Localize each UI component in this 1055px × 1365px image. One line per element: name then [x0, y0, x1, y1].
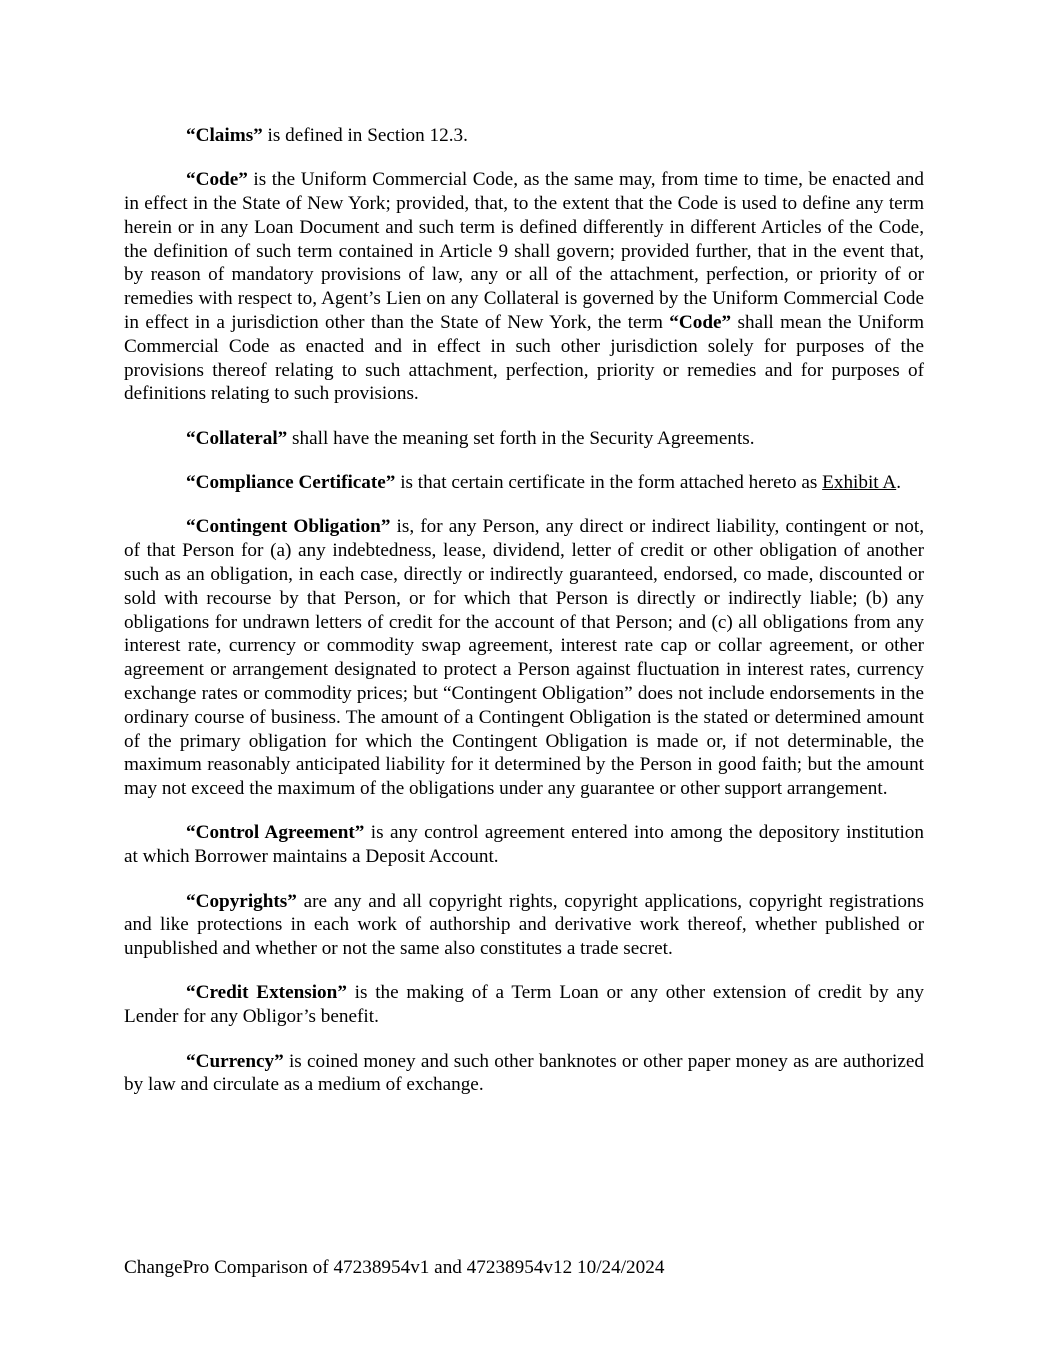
- definition-compliance-certificate: [124, 471, 924, 495]
- definition-text: is defined in Section 12.3.: [262, 125, 468, 146]
- definition-credit-extension: [124, 981, 924, 1029]
- definition-control-agreement: [124, 821, 924, 869]
- defined-term: “Code”: [186, 169, 248, 191]
- definition-text: is that certain certificate in the form attached hereto as: [395, 472, 823, 494]
- definition-text: is coined money and such other banknotes or other paper money as are authorized by law and circulate as a medium of exchange.: [124, 1050, 924, 1096]
- definition-text: is the Uniform Commercial Code, as the same may, from time to time, be enacted and in effect in the State of New York; provided, that, to the extent that the Code is used to define any term herein or in any Loan Document and such term is defined differently in different Articles of the Code, the definition of such term contained in Article 9 shall govern; provided further, that in the event that, by reason of mandatory provisions of law, any or all of the attachment, perfection, or priority of or remedies with respect to, Agent’s Lien on any Collateral is governed by the Uniform Commercial Code in effect in a jurisdiction other than the State of New York, the term: [124, 169, 924, 334]
- definition-collateral: [124, 427, 924, 451]
- defined-term: “Credit Extension”: [186, 982, 347, 1004]
- defined-term: “Compliance Certificate”: [186, 472, 396, 494]
- definition-currency: [124, 1050, 924, 1098]
- definition-text: are any and all copyright rights, copyright applications, copyright registrations and like protections in each work of authorship and derivative work thereof, whether published or unpublished and whether or not the same also constitutes a trade secret.: [124, 890, 924, 960]
- definition-contingent-obligation: [124, 515, 924, 801]
- defined-term: “Currency”: [186, 1050, 284, 1072]
- exhibit-a-reference: Exhibit A: [822, 472, 897, 494]
- defined-term-inline: “Code”: [669, 312, 732, 334]
- definition-text-continued: .: [896, 472, 902, 494]
- definition-copyrights: [124, 890, 924, 961]
- defined-term: “Contingent Obligation”: [186, 516, 391, 538]
- defined-term: “Collateral”: [186, 427, 288, 449]
- page-footer: ChangePro Comparison of 47238954v1 and 47238954v12 10/24/2024: [124, 1257, 665, 1278]
- defined-term: “Claims”: [186, 125, 263, 146]
- document-page: [124, 124, 924, 1118]
- definition-text: is, for any Person, any direct or indirect liability, contingent or not, of that Person for (a) any indebtedness, lease, dividend, letter of credit or other obligation of another such as an obligation, in each case, directly or indirectly guaranteed, endorsed, co made, discounted or sold with recourse by that Person, or for which that Person is directly or indirectly liable; (b) any obligations for undrawn letters of credit for the account of that Person; and (c) all obligations from any interest rate, currency or commodity swap agreement, interest rate cap or collar agreement, or other agreement or arrangement designated to protect a Person against fluctuation in interest rates, currency exchange rates or commodity prices; but “Contingent Obligation” does not include endorsements in the ordinary course of business. The amount of a Contingent Obligation is the stated or determined amount of the primary obligation for which the Contingent Obligation is made or, if not determinable, the maximum reasonably anticipated liability for it determined by the Person in good faith; but the amount may not exceed the maximum of the obligations under any guarantee or other support arrangement.: [124, 516, 924, 800]
- definition-code: [124, 168, 924, 406]
- definition-text: is any control agreement entered into among the depository institution at which Borrower maintains a Deposit Account.: [124, 822, 924, 868]
- defined-term: “Control Agreement”: [186, 822, 365, 844]
- definition-text: is the making of a Term Loan or any other extension of credit by any Lender for any Obligor’s benefit.: [124, 982, 925, 1028]
- definition-text: shall have the meaning set forth in the Security Agreements.: [287, 427, 755, 449]
- definition-text-continued: shall mean the Uniform Commercial Code as enacted and in effect in such other jurisdiction solely for purposes of the provisions thereof relating to such attachment, perfection, priority or remedies and for purposes of definitions relating to such provisions.: [124, 312, 924, 405]
- definition-claims: [124, 124, 924, 148]
- defined-term: “Copyrights”: [186, 890, 297, 912]
